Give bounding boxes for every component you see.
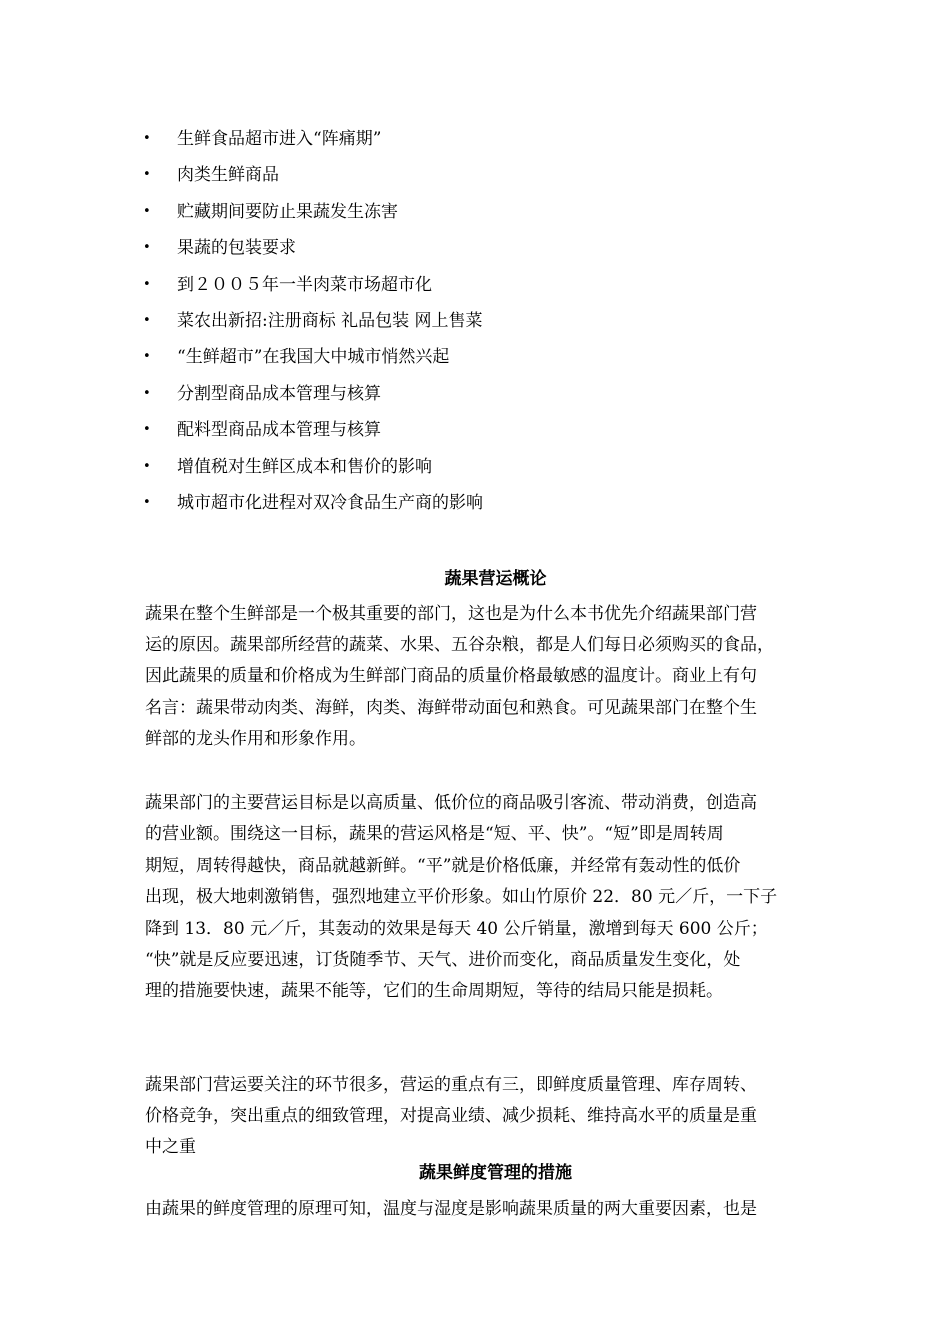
bullet-list xyxy=(143,124,843,524)
bullet-icon: • xyxy=(143,203,151,219)
list-item xyxy=(143,270,843,306)
paragraph-line: 期短，周转得越快，商品就越新鲜。“平”就是价格低廉，并经常有轰动性的低价 xyxy=(145,855,741,876)
bullet-text: 分割型商品成本管理与核算 xyxy=(177,383,381,404)
list-item xyxy=(143,452,843,488)
section-title-freshness-management: 蔬果鲜度管理的措施 xyxy=(419,1163,572,1183)
list-item xyxy=(143,233,843,269)
bullet-icon: • xyxy=(143,349,151,365)
paragraph xyxy=(145,599,850,755)
bullet-text: 配料型商品成本管理与核算 xyxy=(177,420,381,441)
bullet-text: 生鲜食品超市进入“阵痛期” xyxy=(177,129,382,149)
bullet-text: 肉类生鲜商品 xyxy=(177,165,279,186)
list-item xyxy=(143,197,843,233)
bullet-text: 城市超市化进程对双冷食品生产商的影响 xyxy=(177,492,483,513)
paragraph-line: 名言：蔬果带动肉类、海鲜，肉类、海鲜带动面包和熟食。可见蔬果部门在整个生 xyxy=(145,697,757,718)
paragraph-line: 因此蔬果的质量和价格成为生鲜部门商品的质量价格最敏感的温度计。商业上有句 xyxy=(145,666,757,687)
bullet-icon: • xyxy=(143,240,151,256)
paragraph-line: 降到 13．80 元／斤，其轰动的效果是每天 40 公斤销量，激增到每天 600 公斤； xyxy=(145,918,768,939)
paragraph-line: 价格竞争，突出重点的细致管理，对提高业绩、减少损耗、维持高水平的质量是重 xyxy=(145,1106,757,1127)
bullet-text: 到２００５年一半肉菜市场超市化 xyxy=(177,274,432,295)
paragraph-line: 蔬果部门的主要营运目标是以高质量、低价位的商品吸引客流、带动消费，创造高 xyxy=(145,793,757,813)
paragraph-line: 出现，极大地刺激销售，强烈地建立平价形象。如山竹原价 22．80 元／斤，一下子 xyxy=(145,887,778,908)
list-item xyxy=(143,160,843,196)
section-title-produce-operations: 蔬果营运概论 xyxy=(444,569,547,589)
paragraph-line: 蔬果部门营运要关注的环节很多，营运的重点有三，即鲜度质量管理、库存周转、 xyxy=(145,1075,757,1095)
bullet-icon: • xyxy=(143,167,151,183)
paragraph xyxy=(145,1070,850,1164)
bullet-icon: • xyxy=(143,312,151,328)
list-item xyxy=(143,488,843,524)
bullet-icon: • xyxy=(143,494,151,510)
bullet-icon: • xyxy=(143,385,151,401)
paragraph-line: 中之重 xyxy=(145,1137,196,1158)
list-item xyxy=(143,124,843,160)
bullet-text: 增值税对生鲜区成本和售价的影响 xyxy=(177,456,432,477)
bullet-text: 菜农出新招:注册商标 礼品包装 网上售菜 xyxy=(177,310,483,331)
bullet-icon: • xyxy=(143,458,151,474)
paragraph xyxy=(145,1194,850,1225)
paragraph-line: 的营业额。围绕这一目标，蔬果的营运风格是“短、平、快”。“短”即是周转周 xyxy=(145,824,724,845)
list-item xyxy=(143,379,843,415)
bullet-icon: • xyxy=(143,131,151,146)
bullet-text: 果蔬的包装要求 xyxy=(177,238,296,259)
paragraph-line: “快”就是反应要迅速，订货随季节、天气、进价而变化，商品质量发生变化，处 xyxy=(145,949,741,970)
paragraph-line: 运的原因。蔬果部所经营的蔬菜、水果、五谷杂粮，都是人们每日必须购买的食品， xyxy=(145,635,774,656)
bullet-text: 贮藏期间要防止果蔬发生冻害 xyxy=(177,201,398,222)
list-item xyxy=(143,306,843,342)
paragraph-line: 由蔬果的鲜度管理的原理可知，温度与湿度是影响蔬果质量的两大重要因素，也是 xyxy=(145,1199,757,1219)
paragraph-line: 理的措施要快速，蔬果不能等，它们的生命周期短，等待的结局只能是损耗。 xyxy=(145,981,723,1002)
paragraph-line: 鲜部的龙头作用和形象作用。 xyxy=(145,728,366,749)
bullet-icon: • xyxy=(143,276,151,292)
bullet-text: “生鲜超市”在我国大中城市悄然兴起 xyxy=(177,347,450,368)
list-item xyxy=(143,415,843,451)
paragraph xyxy=(145,788,850,1008)
paragraph-line: 蔬果在整个生鲜部是一个极其重要的部门，这也是为什么本书优先介绍蔬果部门营 xyxy=(145,604,757,624)
bullet-icon: • xyxy=(143,422,151,438)
list-item xyxy=(143,342,843,378)
